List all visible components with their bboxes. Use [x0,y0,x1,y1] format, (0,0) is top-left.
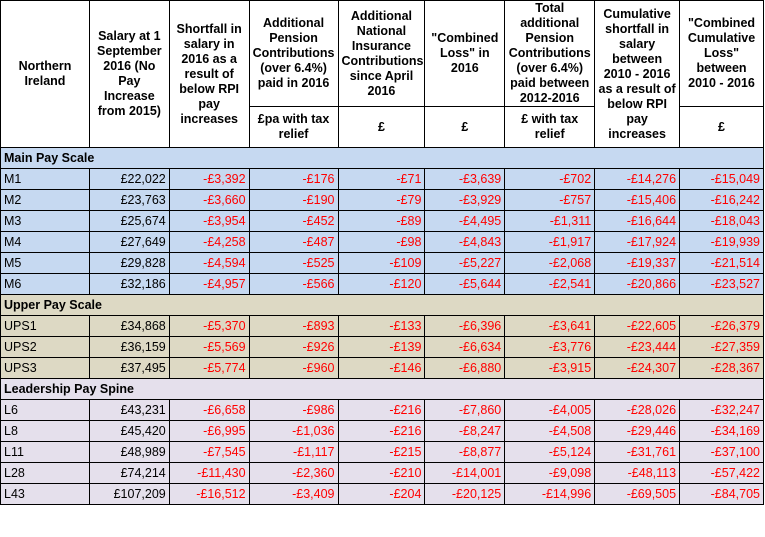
value-cell: -£27,359 [680,337,764,358]
value-cell: -£34,169 [680,421,764,442]
value-cell: -£1,311 [505,211,595,232]
grade-cell: M1 [1,169,90,190]
value-cell: -£28,026 [595,400,680,421]
value-cell: £23,763 [89,190,169,211]
value-cell: -£3,776 [505,337,595,358]
value-cell: -£146 [338,358,425,379]
table-row [1,463,764,484]
value-cell: -£18,043 [680,211,764,232]
value-cell: -£15,406 [595,190,680,211]
section-header-row [1,379,764,400]
col-header-ni: Additional National Insurance Contributions since April 2016 [338,1,425,107]
value-cell: £29,828 [89,253,169,274]
table-row [1,484,764,505]
value-cell: -£3,929 [425,190,505,211]
value-cell: -£29,446 [595,421,680,442]
value-cell: -£525 [249,253,338,274]
value-cell: -£7,860 [425,400,505,421]
table-row [1,169,764,190]
value-cell: -£5,370 [169,316,249,337]
value-cell: -£1,117 [249,442,338,463]
value-cell: -£23,527 [680,274,764,295]
value-cell: -£22,605 [595,316,680,337]
value-cell: -£6,658 [169,400,249,421]
col-header-shortfall: Shortfall in salary in 2016 as a result of below RPI pay increases [169,1,249,148]
grade-cell: UPS3 [1,358,90,379]
unit-ni: £ [338,107,425,148]
value-cell: -£3,954 [169,211,249,232]
value-cell: £32,186 [89,274,169,295]
value-cell: -£139 [338,337,425,358]
value-cell: -£16,242 [680,190,764,211]
grade-cell: M4 [1,232,90,253]
unit-cum-loss: £ [680,107,764,148]
value-cell: £34,868 [89,316,169,337]
value-cell: -£216 [338,400,425,421]
table-row [1,316,764,337]
value-cell: -£69,505 [595,484,680,505]
grade-cell: L28 [1,463,90,484]
grade-cell: M3 [1,211,90,232]
value-cell: -£926 [249,337,338,358]
value-cell: -£6,634 [425,337,505,358]
value-cell: -£4,508 [505,421,595,442]
value-cell: -£14,001 [425,463,505,484]
grade-cell: L8 [1,421,90,442]
value-cell: -£2,068 [505,253,595,274]
value-cell: -£6,880 [425,358,505,379]
value-cell: -£3,641 [505,316,595,337]
value-cell: -£23,444 [595,337,680,358]
value-cell: -£5,774 [169,358,249,379]
grade-cell: L11 [1,442,90,463]
value-cell: -£32,247 [680,400,764,421]
grade-cell: UPS1 [1,316,90,337]
section-title: Main Pay Scale [1,148,764,169]
table-row [1,274,764,295]
grade-cell: M2 [1,190,90,211]
section-header-row [1,295,764,316]
value-cell: -£7,545 [169,442,249,463]
unit-pension: £pa with tax relief [249,107,338,148]
value-cell: -£98 [338,232,425,253]
value-cell: -£4,258 [169,232,249,253]
value-cell: -£1,036 [249,421,338,442]
col-header-total-pension: Total additional Pension Contributions (over 6.4%) paid between 2012-2016 [505,1,595,107]
value-cell: -£8,877 [425,442,505,463]
table-row [1,337,764,358]
value-cell: £22,022 [89,169,169,190]
grade-cell: UPS2 [1,337,90,358]
table-row [1,232,764,253]
value-cell: -£37,100 [680,442,764,463]
value-cell: £36,159 [89,337,169,358]
grade-cell: L6 [1,400,90,421]
value-cell: -£3,639 [425,169,505,190]
value-cell: -£215 [338,442,425,463]
col-header-combined: "Combined Loss" in 2016 [425,1,505,107]
value-cell: -£757 [505,190,595,211]
value-cell: -£1,917 [505,232,595,253]
value-cell: -£4,843 [425,232,505,253]
value-cell: £43,231 [89,400,169,421]
value-cell: -£3,392 [169,169,249,190]
value-cell: £25,674 [89,211,169,232]
table-row [1,421,764,442]
value-cell: -£9,098 [505,463,595,484]
grade-cell: M5 [1,253,90,274]
value-cell: -£71 [338,169,425,190]
value-cell: -£960 [249,358,338,379]
table-row [1,190,764,211]
value-cell: -£17,924 [595,232,680,253]
value-cell: -£5,227 [425,253,505,274]
value-cell: -£21,514 [680,253,764,274]
value-cell: -£48,113 [595,463,680,484]
value-cell: £48,989 [89,442,169,463]
value-cell: -£84,705 [680,484,764,505]
value-cell: -£4,005 [505,400,595,421]
value-cell: -£190 [249,190,338,211]
value-cell: -£31,761 [595,442,680,463]
table-row [1,211,764,232]
value-cell: -£14,996 [505,484,595,505]
value-cell: -£133 [338,316,425,337]
value-cell: -£3,660 [169,190,249,211]
table-row [1,253,764,274]
value-cell: -£487 [249,232,338,253]
value-cell: £45,420 [89,421,169,442]
value-cell: £27,649 [89,232,169,253]
col-header-cum-shortfall: Cumulative shortfall in salary between 2010 - 2016 as a result of below RPI pay increases [595,1,680,148]
section-title: Upper Pay Scale [1,295,764,316]
value-cell: -£5,124 [505,442,595,463]
value-cell: -£109 [338,253,425,274]
value-cell: -£3,409 [249,484,338,505]
grade-cell: M6 [1,274,90,295]
value-cell: -£566 [249,274,338,295]
value-cell: -£57,422 [680,463,764,484]
section-title: Leadership Pay Spine [1,379,764,400]
section-header-row [1,148,764,169]
table-row [1,358,764,379]
value-cell: -£15,049 [680,169,764,190]
value-cell: -£11,430 [169,463,249,484]
value-cell: -£16,512 [169,484,249,505]
value-cell: -£5,569 [169,337,249,358]
value-cell: -£986 [249,400,338,421]
value-cell: -£5,644 [425,274,505,295]
value-cell: -£893 [249,316,338,337]
value-cell: -£14,276 [595,169,680,190]
value-cell: -£19,939 [680,232,764,253]
value-cell: -£16,644 [595,211,680,232]
value-cell: -£26,379 [680,316,764,337]
value-cell: -£3,915 [505,358,595,379]
value-cell: -£89 [338,211,425,232]
value-cell: -£702 [505,169,595,190]
value-cell: £74,214 [89,463,169,484]
value-cell: -£216 [338,421,425,442]
unit-total-pension: £ with tax relief [505,107,595,148]
grade-cell: L43 [1,484,90,505]
value-cell: £37,495 [89,358,169,379]
value-cell: £107,209 [89,484,169,505]
value-cell: -£120 [338,274,425,295]
unit-combined: £ [425,107,505,148]
col-header-pension: Additional Pension Contributions (over 6.4%) paid in 2016 [249,1,338,107]
value-cell: -£6,995 [169,421,249,442]
value-cell: -£28,367 [680,358,764,379]
value-cell: -£6,396 [425,316,505,337]
value-cell: -£2,541 [505,274,595,295]
header-row [1,1,764,107]
value-cell: -£8,247 [425,421,505,442]
value-cell: -£79 [338,190,425,211]
value-cell: -£20,866 [595,274,680,295]
col-header-cum-loss: "Combined Cumulative Loss" between 2010 - 2016 [680,1,764,107]
value-cell: -£2,360 [249,463,338,484]
value-cell: -£204 [338,484,425,505]
value-cell: -£4,957 [169,274,249,295]
table-row [1,400,764,421]
col-header-region: Northern Ireland [1,1,90,148]
table-body [1,148,764,505]
value-cell: -£4,495 [425,211,505,232]
value-cell: -£210 [338,463,425,484]
value-cell: -£176 [249,169,338,190]
value-cell: -£452 [249,211,338,232]
value-cell: -£24,307 [595,358,680,379]
value-cell: -£19,337 [595,253,680,274]
value-cell: -£20,125 [425,484,505,505]
table-row [1,442,764,463]
col-header-salary: Salary at 1 September 2016 (No Pay Increase from 2015) [89,1,169,148]
value-cell: -£4,594 [169,253,249,274]
